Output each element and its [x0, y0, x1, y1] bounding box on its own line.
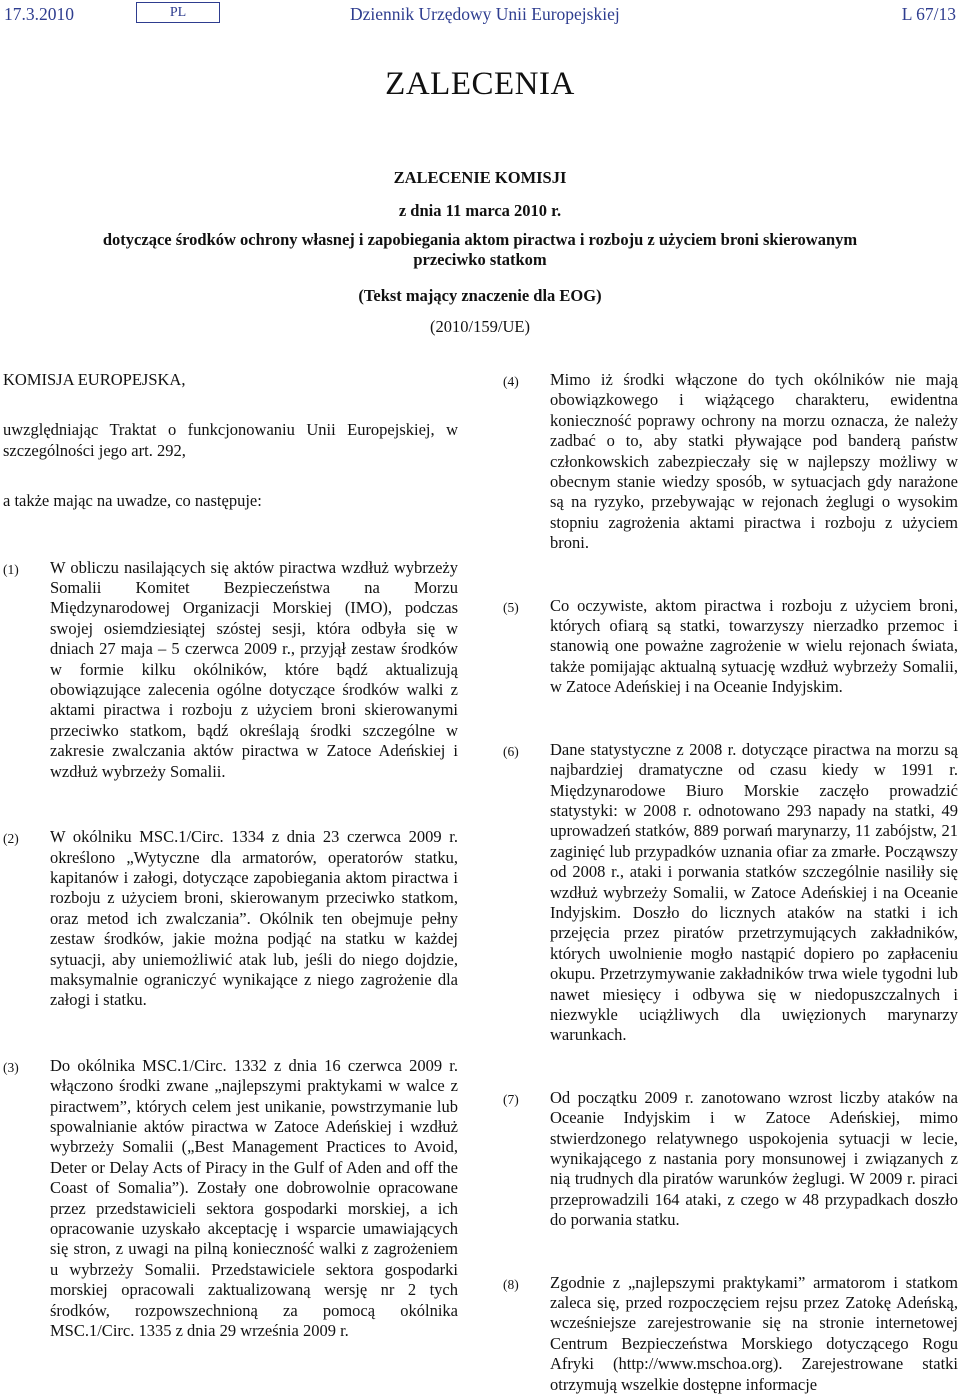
preamble: [3, 370, 458, 512]
recital-number: (6): [503, 743, 519, 759]
act-date: z dnia 11 marca 2010 r.: [398, 201, 562, 220]
right-column: [503, 370, 958, 1395]
recital-number: (3): [3, 1059, 19, 1075]
recital: [503, 1088, 958, 1231]
publication-date: 17.3.2010: [4, 4, 74, 24]
whereas: a także mając na uwadze, co następuje:: [3, 491, 262, 511]
recital-text: W obliczu nasilających się aktów piractwa wzdłuż wybrzeży Somalii Komitet Bezpieczeństwa na Morzu Międzynarodowej Organizacji Morskiej (IMO), podczas swojej osiemdziesiątej szóstej sesji, która odbyła się w dniach 27 maja – 5 czerwca 2009 r., przyjął zestaw środków w formie kilku okólników, które bądź aktualizują obowiązujące zalecenia ogólne dotyczące środków walki z aktami piractwa i rozboju z użyciem broni skierowanymi przeciwko statkom, bądź określają środki szczególne w zakresie zwalczania aktów piractwa w Zatoce Adeńskiej i wzdłuż wybrzeży Somalii.: [50, 557, 458, 781]
recital: [3, 1056, 458, 1342]
recital: [503, 370, 958, 554]
recital: [503, 740, 958, 1046]
page-header: [0, 0, 960, 30]
recital-number: (5): [503, 599, 519, 615]
recital-text: Zgodnie z „najlepszymi praktykami” armatorom i statkom zaleca się, przed rozpoczęciem rejsu przez Zatokę Adeńską, wcześniejsze zarejestrowanie się na stronie internetowej Centrum Bezpieczeństwa Morskiego dotyczącego Rogu Afryki (http://www.mschoa.org). Zarejestrowane statki otrzymują wszelkie dostępne informacje: [550, 1272, 958, 1394]
eea-note: (Tekst mający znaczenie dla EOG): [358, 286, 602, 305]
recital-number: (7): [503, 1091, 519, 1107]
recital: [3, 558, 458, 782]
act-kind: ZALECENIE KOMISJI: [393, 168, 567, 187]
recital-text: Mimo iż środki włączone do tych okólników nie mają obowiązkowego i wiążącego charakteru, ewidentna konieczność poprawy ochrony na morzu oznacza, że należy zadbać o to, aby statki pływające pod banderą państw członkowskich zabezpieczały się w najlepszy możliwy w obecnym stanie wiedzy sposób, w sytuacjach gdy narażone są na ryzyko, przebywając w rejonach żeglugi o wysokim stopniu zagrożenia aktami piractwa i rozboju z użyciem broni.: [550, 370, 958, 553]
recital-text: Od początku 2009 r. zanotowano wzrost liczby ataków na Oceanie Indyjskim i w Zatoce Adeńskiej, mimo stwierdzonego relatywnego uspokojenia sytuacji w lecie, wynikającego z nastania pory monsunowej i związanych z nią trudnych dla piratów warunków żeglugi. W 2009 r. piraci przeprowadzili 164 ataki, z czego w 48 przypadkach doszło do porwania statku.: [550, 1087, 958, 1230]
recital: [3, 827, 458, 1011]
language-badge: PL: [136, 2, 220, 23]
recital-number: (2): [3, 831, 19, 847]
recital-text: Co oczywiste, aktom piractwa i rozboju z użyciem broni, których ofiarą są statki, towarzyszy nierzadko przemoc i stanowią one poważne zagrożenie w wielu rejonach świata, także pomijając aktualną sytuację wzdłuż wybrzeży Somalii, w Zatoce Adeńskiej i na Oceanie Indyjskim.: [550, 595, 958, 697]
recital-number: (1): [3, 561, 19, 577]
having-regard: uwzględniając Traktat o funkcjonowaniu Unii Europejskiej, w szczególności jego art. 292,: [3, 420, 458, 460]
recital-text: Do okólnika MSC.1/Circ. 1332 z dnia 16 czerwca 2009 r. włączono środki zwane „najlepszymi praktykami w walce z piractwem”, których celem jest unikanie, powstrzymanie lub spowalnianie aktów piractwa w Zatoce Adeńskiej i wzdłuż wybrzeży Somalii („Best Management Practices to Avoid, Deter or Delay Acts of Piracy in the Gulf of Aden and off the Coast of Somalia”). Zostały one dobrowolnie opracowane przez przedstawicieli sektora gospodarki morskiej, a ich opracowanie uzyskało akceptację i wsparcie umawiających się stron, z uwagi na pilną konieczność walki z zagrożeniem u wybrzeży Somalii. Przedstawiciele sektora gospodarki morskiej opracowali zaktualizowaną wersję nr 2 tych środków, rozpowszechnioną za pomocą okólnika MSC.1/Circ. 1335 z dnia 29 września 2009 r.: [50, 1055, 458, 1341]
recital-text: W okólniku MSC.1/Circ. 1334 z dnia 23 czerwca 2009 r. określono „Wytyczne dla armatorów, operatorów statku, kapitanów i załogi, dotyczące zapobiegania aktom piractwa i rozboju z użyciem broni, skierowanym przeciwko statkom, oraz metod ich zwalczania”. Okólnik ten obejmuje pełny zestaw środków, jakie można podjąć na statku w każdej sytuacji, aby uniemożliwić atak lub, jeśli do niego dojdzie, maksymalnie ograniczyć wynikające z niego zagrożenie dla załogi i statku.: [50, 827, 458, 1010]
page-reference: L 67/13: [901, 4, 956, 24]
recital: [503, 1273, 958, 1395]
section-title: ZALECENIA: [385, 66, 575, 102]
act-reference: (2010/159/UE): [430, 317, 530, 336]
recital-number: (8): [503, 1276, 519, 1292]
institution: KOMISJA EUROPEJSKA,: [3, 370, 186, 389]
recital-number: (4): [503, 374, 519, 389]
left-column: [3, 370, 458, 1341]
recital: [503, 596, 958, 698]
act-subject: dotyczące środków ochrony własnej i zapobiegania aktom piractwa i rozboju z użyciem broni skierowanym przeciwko statkom: [102, 230, 858, 269]
journal-title: Dziennik Urzędowy Unii Europejskiej: [350, 4, 620, 24]
recital-text: Dane statystyczne z 2008 r. dotyczące piractwa na morzu są najbardziej dramatyczne od czasu kiedy w 1991 r. Międzynarodowe Biuro Morskie zaczęło prowadzić statystyki: w 2008 r. odnotowano 293 napady na statki, 49 uprowadzeń statków, 889 porwań marynarzy, 11 zabójstw, 21 zaginięć lub przypadków uznania ofiar za zmarłe. Począwszy od 2008 r., ataki i porwania statków szczególnie nasiliły się wzdłuż wybrzeży Somalii, w Zatoce Adeńskiej i na Oceanie Indyjskim. Doszło do licznych ataków na statki i ich przejęcia przez piratów przetrzymujących zakładników, których uwolnienie mogło nastąpić dopiero po zapłaceniu okupu. Przetrzymywanie zakładników trwa wiele tygodni lub nawet miesięcy i odbywa się w niedopuszczalnych i niezwykle uciążliwych dla uwięzionych marynarzy warunkach.: [550, 739, 958, 1045]
